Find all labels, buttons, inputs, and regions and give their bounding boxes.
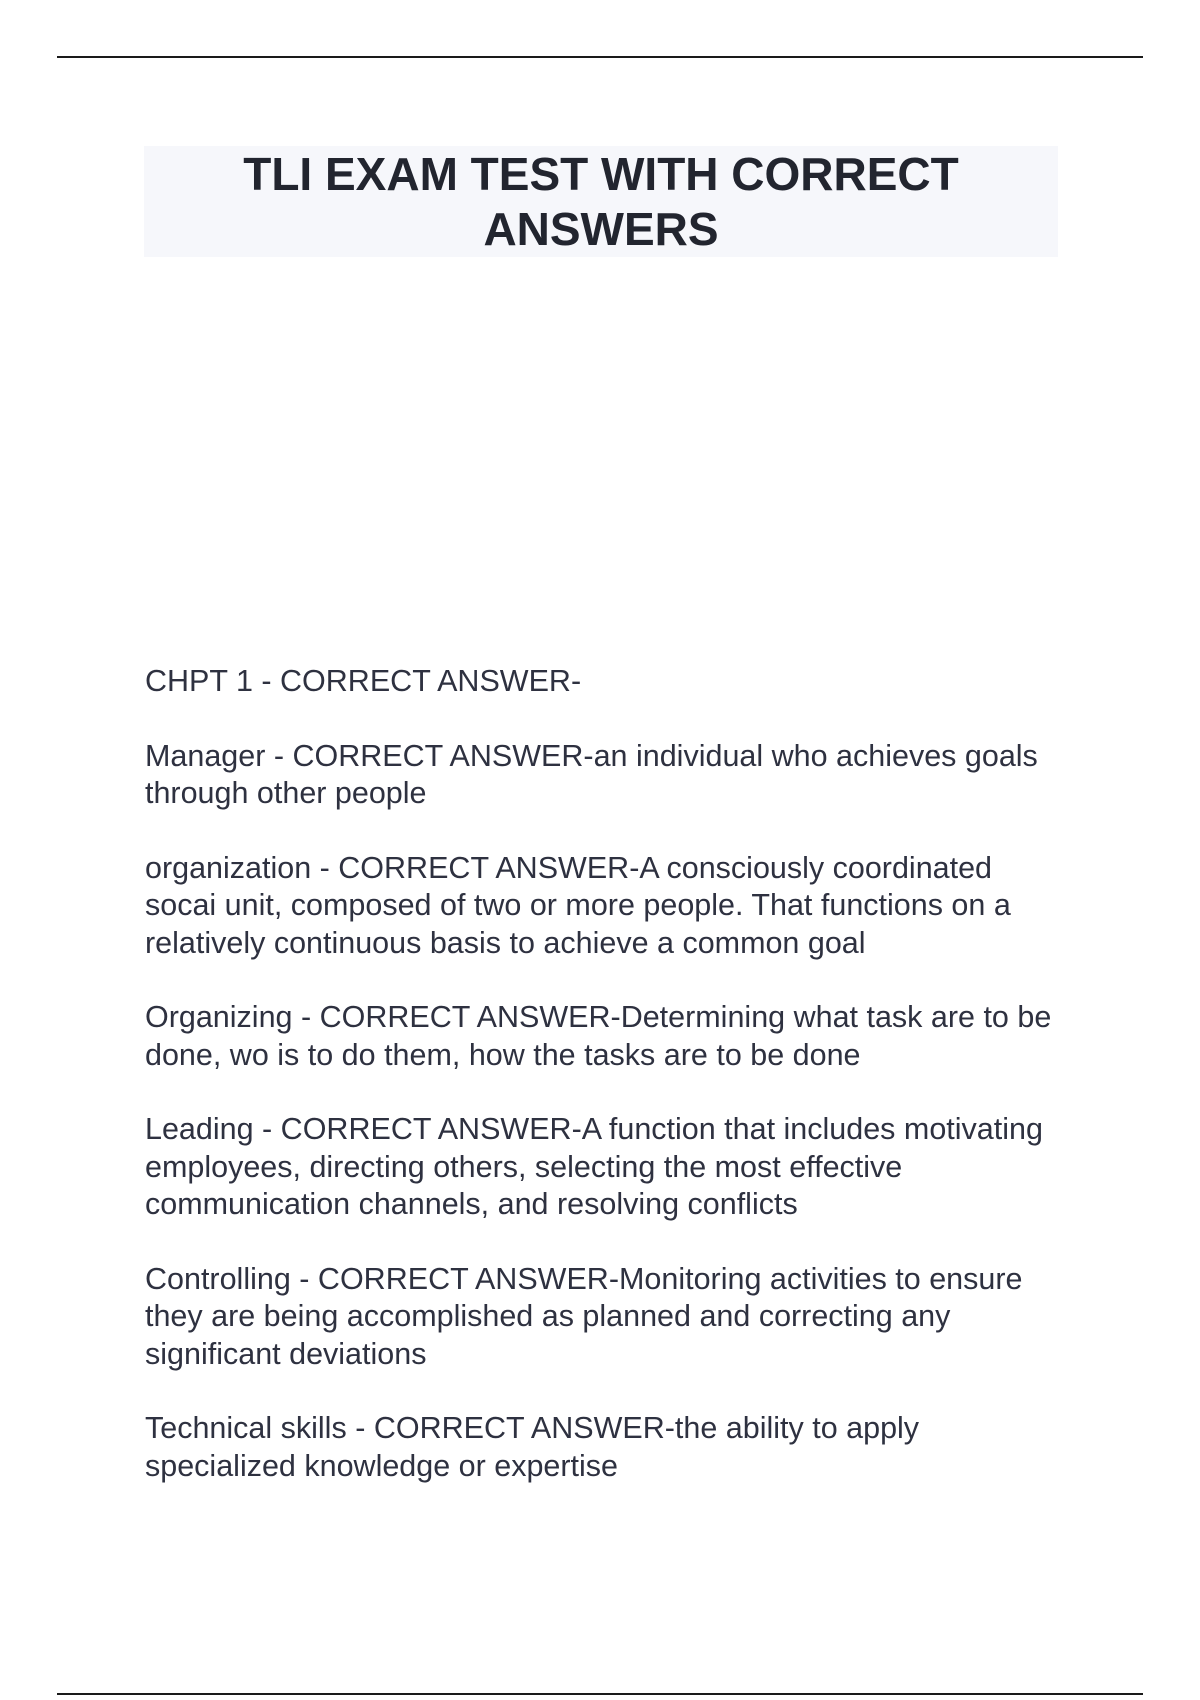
- entry-answer-marker: CORRECT ANSWER-: [280, 664, 582, 698]
- qa-entry-leading: Leading - CORRECT ANSWER-A function that includes motivating employees, directing others, selecting the most effective communication channels, and resolving conflicts: [145, 1112, 1043, 1221]
- entry-term: organization: [145, 850, 312, 885]
- entry-definition: A consciously coordinated socai unit, composed of two or more people. That functions on a relatively continuous basis to achieve a common goal: [145, 850, 1011, 960]
- entry-term: Controlling: [145, 1261, 291, 1296]
- entry-answer-marker: CORRECT ANSWER-: [338, 850, 640, 885]
- qa-entry-organizing: Organizing - CORRECT ANSWER-Determining what task are to be done, wo is to do them, how the tasks are to be done: [145, 1000, 1052, 1072]
- entry-definition: an individual who achieves goals through other people: [145, 738, 1038, 810]
- entry-answer-marker: CORRECT ANSWER-: [280, 1112, 582, 1146]
- document-title: TLI EXAM TEST WITH CORRECT ANSWERS: [243, 147, 959, 255]
- entry-definition: the ability to apply specialized knowledge or expertise: [145, 1411, 920, 1483]
- entry-term: Technical skills: [145, 1411, 347, 1445]
- entry-term: CHPT 1: [145, 664, 253, 698]
- entry-term: Leading: [145, 1112, 254, 1146]
- entry-definition: A function that includes motivating employees, directing others, selecting the most effective communication channels, and resolving conflicts: [145, 1112, 1043, 1221]
- qa-entry-organization: organization - CORRECT ANSWER-A consciously coordinated socai unit, composed of two or more people. That functions on a relatively continuous basis to achieve a common goal: [145, 850, 1011, 960]
- entry-answer-marker: CORRECT ANSWER-: [292, 738, 594, 773]
- qa-entry-chpt1: CHPT 1 - CORRECT ANSWER-: [145, 664, 582, 698]
- entry-term: Organizing: [145, 1000, 293, 1034]
- qa-entry-technical-skills: Technical skills - CORRECT ANSWER-the ability to apply specialized knowledge or expertise: [145, 1411, 920, 1483]
- footer-rule: [57, 1693, 1143, 1695]
- header-rule: [57, 56, 1143, 58]
- entry-answer-marker: CORRECT ANSWER-: [319, 1000, 621, 1034]
- qa-entry-manager: Manager - CORRECT ANSWER-an individual who achieves goals through other people: [145, 738, 1038, 810]
- title-banner: [144, 146, 1058, 257]
- entry-answer-marker: CORRECT ANSWER-: [373, 1411, 675, 1445]
- entry-definition: Determining what task are to be done, wo is to do them, how the tasks are to be done: [145, 1000, 1052, 1072]
- entry-term: Manager: [145, 738, 266, 773]
- qa-entry-controlling: Controlling - CORRECT ANSWER-Monitoring activities to ensure they are being accomplished as planned and correcting any significant deviations: [145, 1261, 1023, 1371]
- entry-answer-marker: CORRECT ANSWER-: [317, 1261, 619, 1296]
- qa-list: [145, 663, 1065, 1522]
- entry-definition: Monitoring activities to ensure they are being accomplished as planned and correcting any significant deviations: [145, 1261, 1023, 1371]
